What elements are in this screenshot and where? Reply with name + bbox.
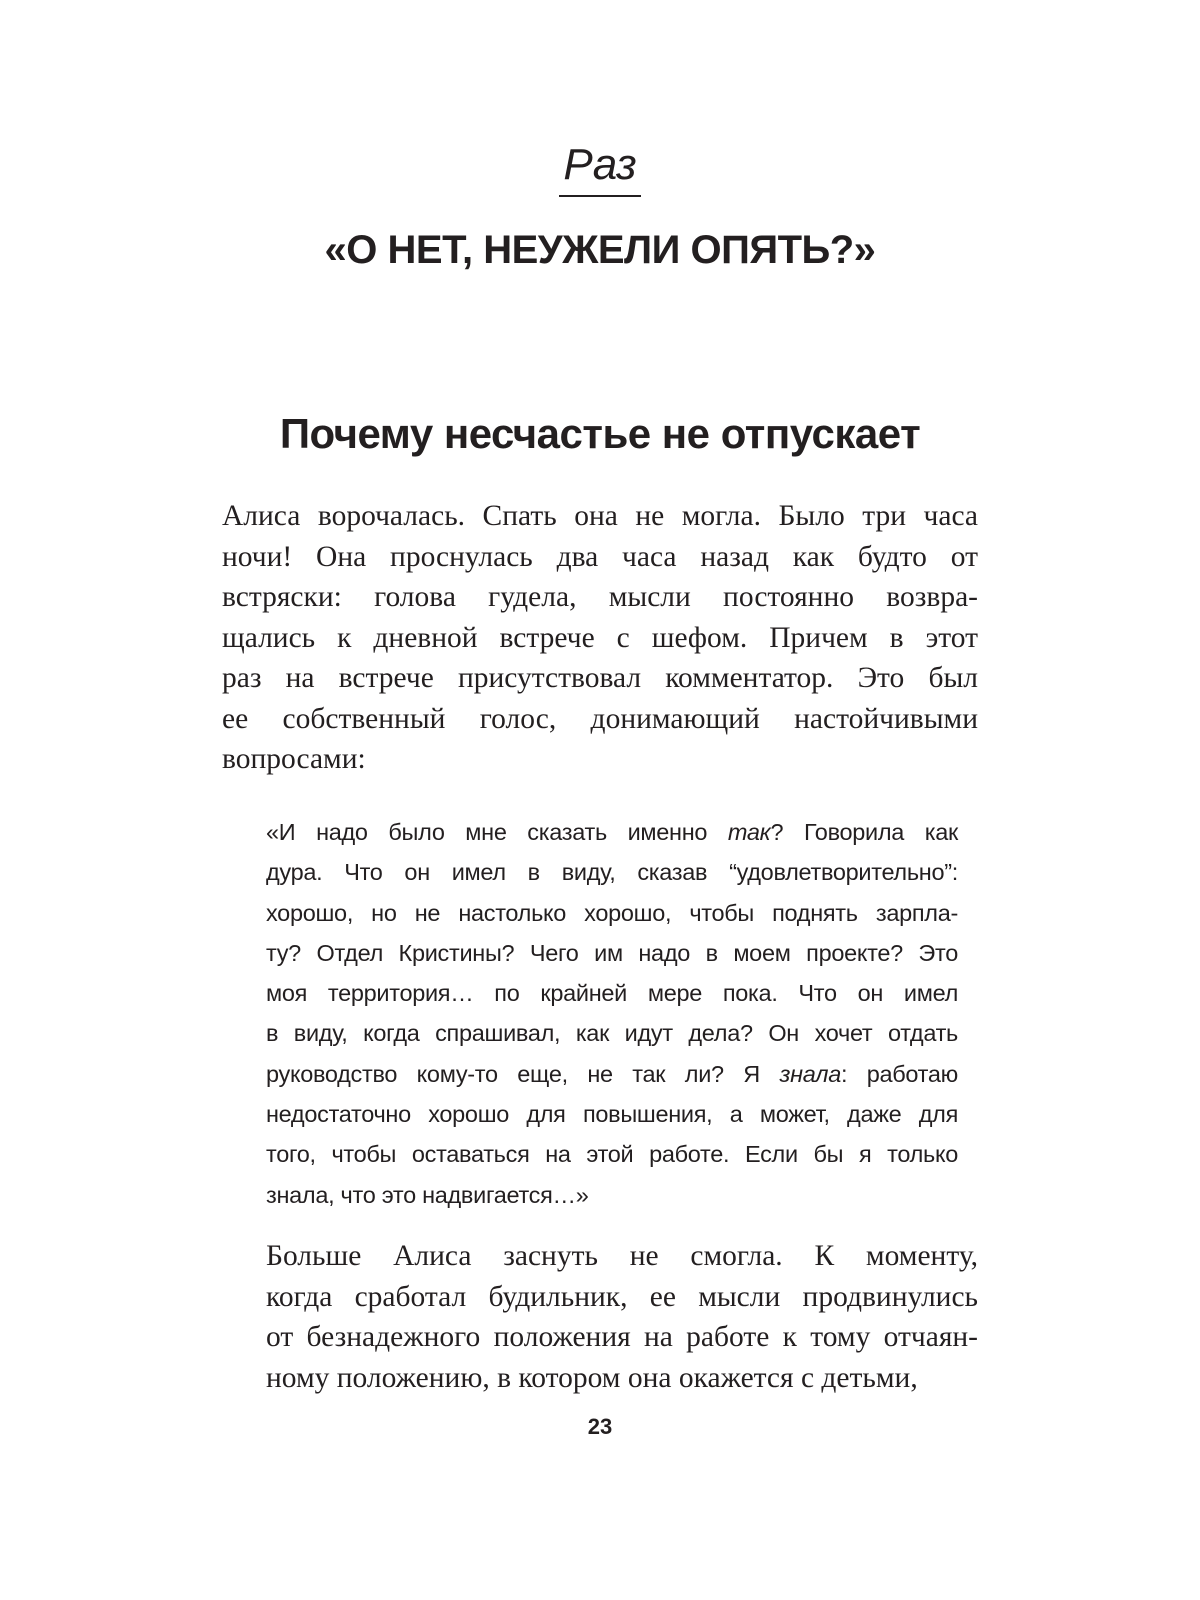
quote-line: дура. Что он имел в виду, сказав “удовлетворительно”: <box>266 859 958 886</box>
paragraph-line: раз на встрече присутствовал комментатор. Это был <box>222 662 978 694</box>
paragraph-line: Алиса ворочалась. Спать она не могла. Было три часа <box>222 500 978 532</box>
chapter-title: «О НЕТ, НЕУЖЕЛИ ОПЯТЬ?» <box>324 228 876 272</box>
paragraph-2 <box>222 1236 978 1398</box>
paragraph-line: Больше Алиса заснуть не смогла. К моменту, <box>266 1240 978 1272</box>
quote-line: ту? Отдел Кристины? Чего им надо в моем проекте? Это <box>266 939 958 966</box>
quote-line: хорошо, но не настолько хорошо, чтобы поднять зарпла- <box>266 899 958 926</box>
paragraph-line: ночи! Она проснулась два часа назад как будто от <box>222 540 978 573</box>
page-number: 23 <box>587 1414 613 1439</box>
quote-line <box>266 1054 958 1094</box>
paragraph-line: вопросами: <box>222 743 366 775</box>
chapter-label <box>0 140 1200 197</box>
section-title: Почему несчастье не отпускает <box>279 410 921 457</box>
paragraph-line: ее собственный голос, донимающий настойчивыми <box>222 702 978 735</box>
paragraph-line: от безнадежного положения на работе к тому отчаян- <box>266 1321 978 1353</box>
quote-line: того, чтобы оставаться на этой работе. Если бы я только <box>266 1141 958 1168</box>
quote-line: знала, что это надвигается…» <box>266 1181 589 1208</box>
paragraph-line: встряски: голова гудела, мысли постоянно возвра- <box>222 581 978 613</box>
quote-text: руководство кому-то еще, не так ли? Я <box>266 1060 780 1087</box>
paragraph-1 <box>222 496 978 780</box>
quote-emphasis: знала <box>779 1060 841 1087</box>
quote-line: в виду, когда спрашивал, как идут дела? Он хочет отдать <box>266 1020 958 1047</box>
quote-line <box>266 812 958 852</box>
quote-line: моя территория… по крайней мере пока. Что он имел <box>266 980 958 1007</box>
chapter-label-text: Раз <box>559 140 640 197</box>
paragraph-line: ному положению, в котором она окажется с детьми, <box>266 1361 918 1394</box>
quote-text: : работаю <box>840 1060 958 1087</box>
inner-monologue-quote <box>266 812 958 1215</box>
paragraph-line: когда сработал будильник, ее мысли продвинулись <box>266 1280 978 1313</box>
paragraph-line: щались к дневной встрече с шефом. Причем в этот <box>222 621 978 654</box>
quote-line: недостаточно хорошо для повышения, а может, даже для <box>266 1101 958 1128</box>
quote-emphasis: так <box>727 819 771 845</box>
quote-text: ? Говорила как <box>770 819 958 845</box>
quote-text: «И надо было мне сказать именно <box>266 819 728 845</box>
